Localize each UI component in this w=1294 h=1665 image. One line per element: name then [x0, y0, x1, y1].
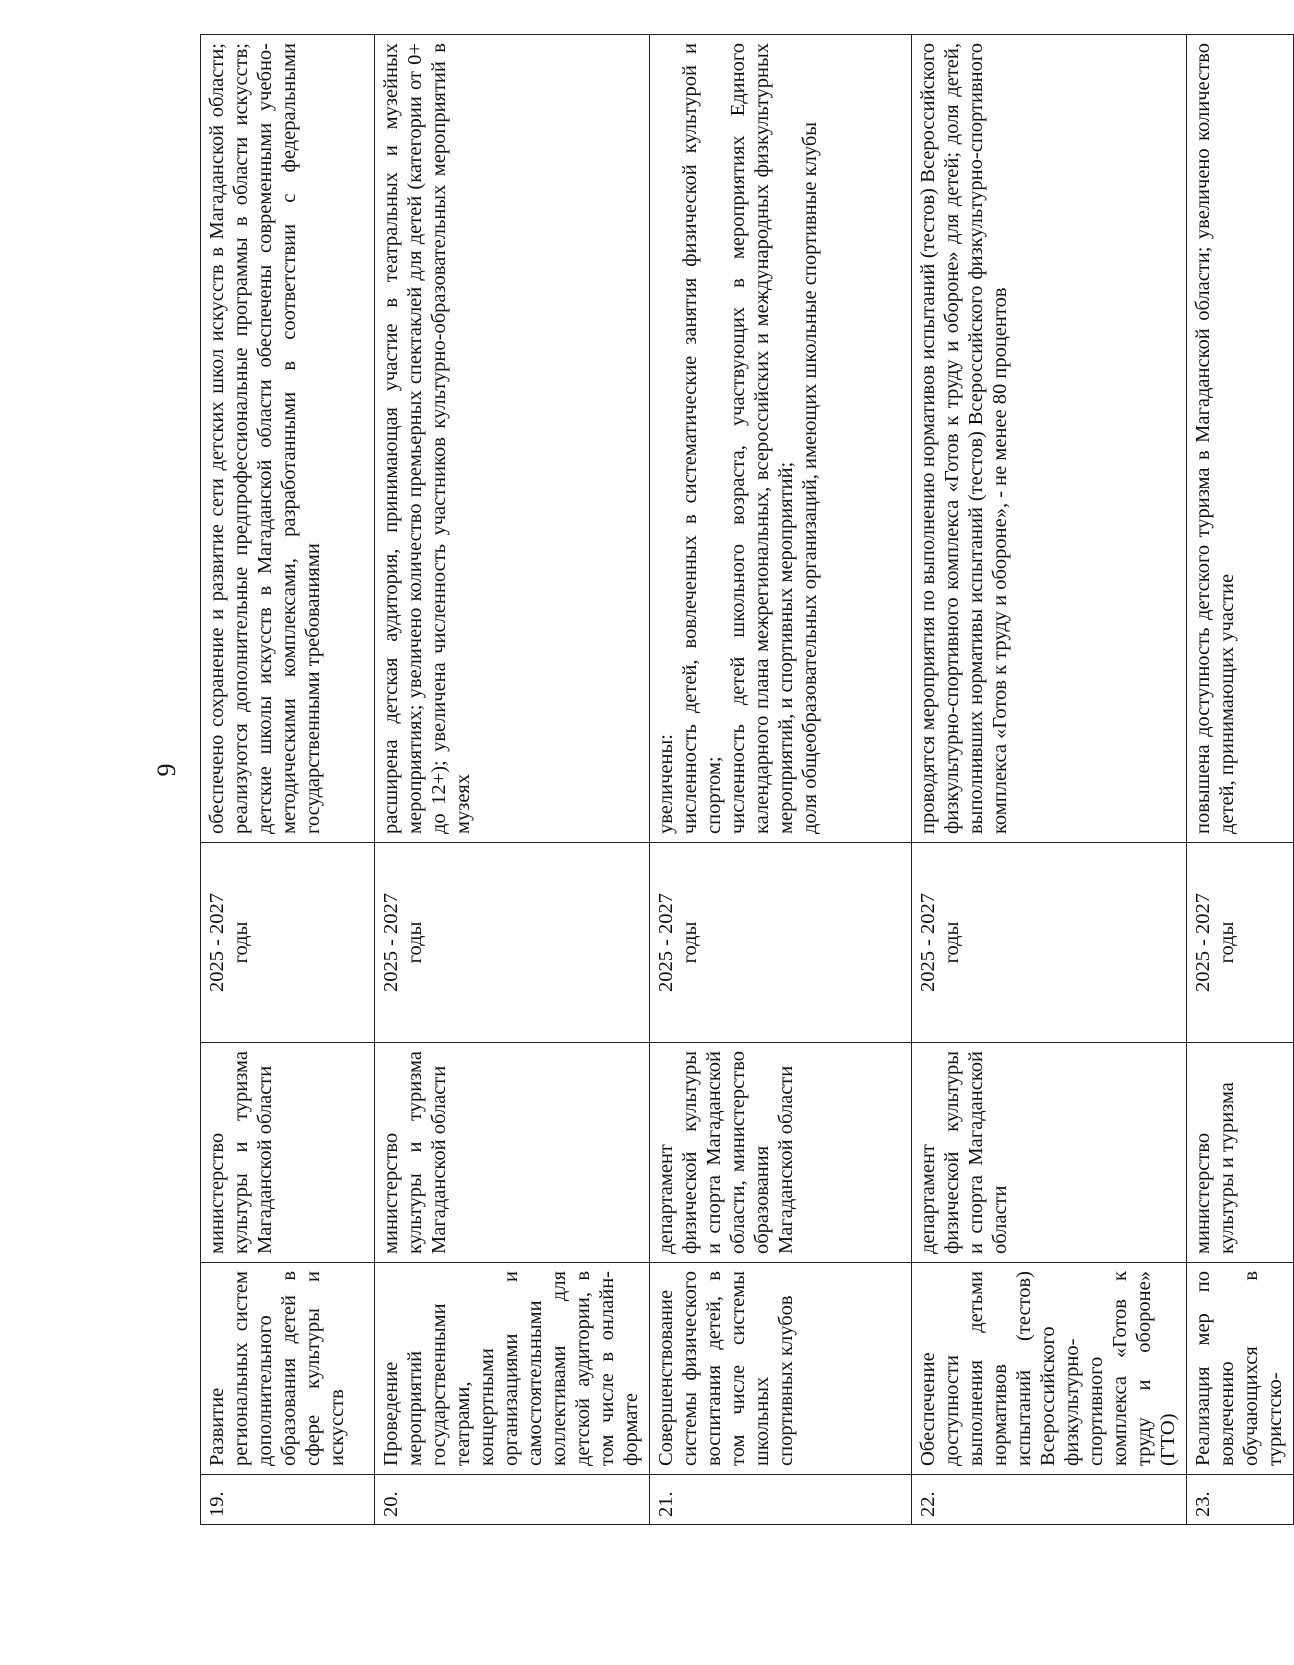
period-cell — [650, 843, 912, 1043]
activity-cell: Совершенствование системы физического воспитания детей, в том числе системы школьных спортивных клубов — [650, 1263, 912, 1475]
page-number: 9 — [152, 763, 181, 777]
result-line: повышена доступность детского туризма в Магаданской области; увеличено количество детей, принимающих участие — [1192, 43, 1238, 834]
table-row — [650, 35, 912, 1525]
activity-cell: Проведение мероприятий государственными театрами, концертными организациями и самостоятельными коллективами для детской аудитории, в том числе в онлайн-формате — [375, 1263, 650, 1475]
row-number: 19. — [201, 1475, 375, 1525]
period-years: 2025 - 2027 — [380, 892, 402, 993]
row-number: 22. — [912, 1475, 1187, 1525]
responsible-cell: министерство культуры и туризма Магаданской области — [201, 1043, 375, 1263]
result-line: доля общеобразовательных организаций, имеющих школьные спортивные клубы — [799, 121, 821, 834]
table-row — [201, 35, 375, 1525]
row-number: 20. — [375, 1475, 650, 1525]
result-line: численность детей школьного возраста, участвующих в мероприятиях Единого календарного плана межрегиональных, всероссийских и международных физкультурных мероприятий, и спортивных мероприятий; — [727, 43, 797, 834]
responsible-cell: министерство культуры и туризма Магаданской области — [375, 1043, 650, 1263]
result-cell — [912, 35, 1187, 843]
period-cell — [201, 843, 375, 1043]
result-line: проводятся мероприятия по выполнению нормативов испытаний (тестов) Всероссийского физкультурно-спортивного комплекса «Готов к труду и обороне» для детей; доля детей, выполнивших нормативы испытаний (тестов) Всероссийского физкультурно-спортивного комплекса «Готов к труду и обороне», - не менее 80 процентов — [917, 43, 1011, 834]
period-years: 2025 - 2027 — [655, 892, 677, 993]
period-unit: годы — [230, 921, 252, 964]
period-years: 2025 - 2027 — [1192, 892, 1214, 993]
row-number: 23. — [1187, 1475, 1294, 1525]
period-cell — [1187, 843, 1294, 1043]
result-cell — [1187, 35, 1294, 843]
period-unit: годы — [1216, 921, 1238, 964]
activity-cell: Обеспечение доступности выполнения детьми нормативов испытаний (тестов) Всероссийского физкультурно-спортивного комплекса «Готов к труду и обороне» (ГТО) — [912, 1263, 1187, 1475]
result-line: увеличены: — [655, 734, 677, 834]
result-cell — [375, 35, 650, 843]
result-line: обеспечено сохранение и развитие сети детских школ искусств в Магаданской области; реализуются дополнительные предпрофессиональные программы в области искусств; детские школы искусств в Магаданской области обеспечены современными учебно-методическими комплексами, разработанными в соответствии с федеральными государственными требованиями — [206, 43, 324, 834]
table-row — [912, 35, 1187, 1525]
result-cell — [201, 35, 375, 843]
period-years: 2025 - 2027 — [206, 892, 228, 993]
result-cell — [650, 35, 912, 843]
table-row — [375, 35, 650, 1525]
result-line: численность детей, вовлеченных в систематические занятия физической культурой и спортом; — [679, 43, 725, 834]
rotated-page — [140, 0, 1286, 1540]
period-cell — [375, 843, 650, 1043]
responsible-cell: департамент физической культуры и спорта Магаданской области, министерство образования Магаданской области — [650, 1043, 912, 1263]
activity-cell: Реализация мер по вовлечению обучающихся в туристско- — [1187, 1263, 1294, 1475]
period-years: 2025 - 2027 — [917, 892, 939, 993]
measures-table — [200, 34, 1294, 1525]
table-row — [1187, 35, 1294, 1525]
period-unit: годы — [679, 921, 701, 964]
row-number: 21. — [650, 1475, 912, 1525]
responsible-cell: департамент физической культуры и спорта Магаданской области — [912, 1043, 1187, 1263]
result-line: расширена детская аудитория, принимающая участие в театральных и музейных мероприятиях; увеличено количество премьерных спектаклей для детей (категории от 0+ до 12+); увеличена численность участников культурно-образовательных мероприятий в музеях — [380, 43, 474, 834]
period-unit: годы — [941, 921, 963, 964]
table-body — [201, 35, 1294, 1525]
activity-cell: Развитие региональных систем дополнительного образования детей в сфере культуры и искусств — [201, 1263, 375, 1475]
responsible-cell: министерство культуры и туризма — [1187, 1043, 1294, 1263]
period-cell — [912, 843, 1187, 1043]
period-unit: годы — [404, 921, 426, 964]
